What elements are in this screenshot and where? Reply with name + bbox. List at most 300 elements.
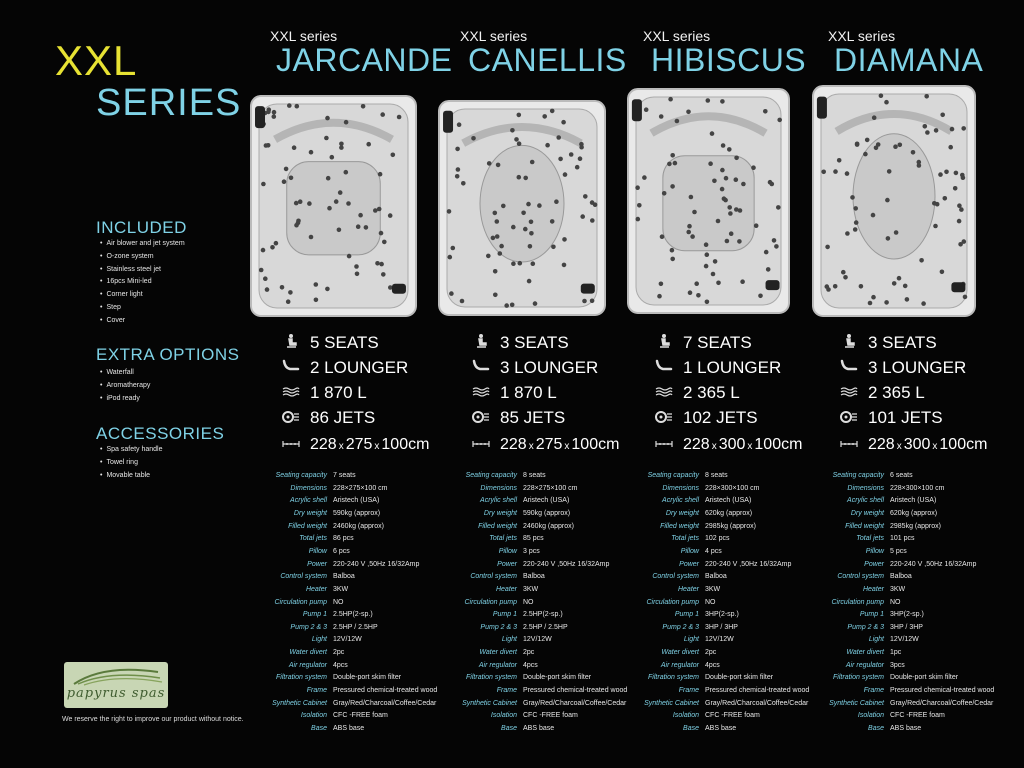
spec-table-label: Acrylic shell [480,497,517,505]
spec-table-value: 2985kg (approx) [705,522,756,530]
spec-lounger [653,355,781,380]
spec-seats [838,330,937,355]
extra-options-title: EXTRA OPTIONS [96,345,240,364]
spec-table-label: Filled weight [288,522,327,530]
spec-table-row [258,660,458,673]
spec-table-label: Water divert [479,649,517,657]
spec-table-value: 3HP / 3HP [890,623,923,631]
spec-table-value: 12V/12W [705,636,734,644]
water-volume-icon [653,385,675,401]
spec-volume [838,381,925,406]
spec-table-row [815,584,1015,597]
spec-table-row [448,647,648,660]
dimensions-icon [653,436,675,452]
lounger-icon [653,359,675,376]
dim-sep: x [711,440,717,452]
spec-table-row [815,723,1015,736]
spec-table-value: Balboa [890,573,912,581]
spec-table-row [448,597,648,610]
spec-table-label: Pump 2 & 3 [290,623,327,631]
spec-table-label: Synthetic Cabinet [829,699,884,707]
spec-table-label: Acrylic shell [662,497,699,505]
spec-table-label: Light [501,636,517,644]
spec-table-row [448,660,648,673]
water-volume-icon [838,385,860,401]
spec-table-row [258,698,458,711]
spec-table-label: Frame [863,687,884,695]
spec-table-row [448,521,648,534]
spec-table-row [630,559,830,572]
dimensions-icon [470,436,492,452]
water-volume-icon [280,385,302,401]
spec-table-row [815,546,1015,559]
spec-lounger-value: 1 LOUNGER [683,357,782,377]
spec-table-row [448,495,648,508]
spec-table-row [448,571,648,584]
spa-top-view-image [812,85,976,317]
spec-table-value: 86 pcs [333,535,354,543]
spec-table-value: 12V/12W [523,636,552,644]
spec-table-value: 102 pcs [705,535,730,543]
spec-table-value: 2.5HP(2-sp.) [333,611,373,619]
spec-table-row [630,685,830,698]
disclaimer: We reserve the right to improve our product without notice. [62,716,244,723]
seat-icon [838,333,860,352]
spec-table-value: 4pcs [523,661,538,669]
spec-lounger [280,355,408,380]
spec-table-label: Base [868,725,884,732]
spec-lounger-value: 3 LOUNGER [500,357,599,377]
spec-jets [280,406,375,431]
dim-length: 300 [718,435,746,453]
seat-icon [653,333,675,352]
spec-table-value: ABS base [333,725,365,732]
lounger-icon [838,359,860,376]
spec-table-label: Dry weight [850,509,884,517]
jets-icon [470,410,492,427]
spec-table-label: Total jets [671,535,699,543]
spec-table-row [258,559,458,572]
spec-table-row [815,634,1015,647]
spec-table-value: 3HP(2-sp.) [890,611,924,619]
spec-table-row [630,710,830,723]
spa-top-view-image [250,95,417,317]
spec-table-row [815,470,1015,483]
spec-table-value: Pressured chemical-treated wood [333,687,438,695]
spec-table-label: Pump 1 [674,611,699,619]
spec-table-label: Power [307,560,327,568]
accessories-item: • Towel ring [100,457,163,470]
spec-table-label: Total jets [856,535,884,543]
spec-table-row [630,546,830,559]
series-label: XXL series [643,28,711,44]
spec-table-row [258,672,458,685]
spec-table-value: 2pc [523,649,535,657]
spec-table-row [815,483,1015,496]
spec-table-value: 3pcs [890,661,905,669]
spec-table-value: 2pc [333,649,345,657]
spec-table-value: Gray/Red/Charcoal/Coffee/Cedar [705,699,809,707]
spec-table-label: Isolation [857,712,884,720]
spec-table-row [630,723,830,736]
spec-table-label: Power [679,560,699,568]
extra-options-list [100,367,150,405]
spec-table-label: Air regulator [478,661,517,669]
spec-lounger-value: 3 LOUNGER [868,357,967,377]
jets-icon [280,410,302,427]
spec-table-value: NO [523,598,534,606]
spec-table-label: Power [864,560,884,568]
spec-table-label: Seating capacity [647,472,699,479]
spec-table-label: Total jets [489,535,517,543]
spec-dimensions-value [310,434,429,454]
spec-table-value: 6 pcs [333,547,350,555]
water-volume-icon [470,385,492,401]
spec-table-value: 3KW [333,585,349,593]
spec-table-row [258,634,458,647]
model-name: HIBISCUS [651,42,807,78]
spec-table-row [448,584,648,597]
spec-table-row [815,698,1015,711]
dim-sep: x [528,440,534,452]
spec-table-row [448,698,648,711]
spec-table-label: Air regulator [845,661,884,669]
spec-table-value: 4pcs [705,661,720,669]
dimensions-icon [280,436,302,452]
spec-table-label: Circulation pump [464,598,517,606]
spec-dimensions [838,431,987,456]
spec-jets [838,406,943,431]
spec-table-value: CFC -FREE foam [890,712,945,720]
spec-table-label: Isolation [672,712,699,720]
spec-table-row [630,495,830,508]
spec-table-row [630,609,830,622]
spec-table-row [815,672,1015,685]
spec-table-label: Control system [652,573,699,581]
dim-width: 228 [310,435,337,453]
spec-table-row [815,647,1015,660]
spec-table-value: Aristech (USA) [523,497,570,505]
spec-table-value: Pressured chemical-treated wood [890,687,995,695]
spec-table-row [258,710,458,723]
spec-table-value: 620kg (approx) [705,509,753,517]
spec-table-label: Pillow [865,547,884,555]
spec-lounger-value: 2 LOUNGER [310,357,409,377]
spec-table-row [815,508,1015,521]
spec-jets-value: 85 JETS [500,408,566,428]
extra-item: • iPod ready [100,393,150,406]
spec-seats [470,330,569,355]
spec-table-label: Dimensions [847,484,884,492]
spec-table-label: Base [311,725,327,732]
dim-length: 275 [345,435,373,453]
spec-table-label: Seating capacity [832,472,884,479]
spec-jets-value: 102 JETS [683,408,758,428]
spec-table-row [630,698,830,711]
spec-table-value: 228×275×100 cm [333,484,388,492]
spec-table-label: Water divert [289,649,327,657]
accessories-item: • Movable table [100,470,163,483]
dim-unit: cm [966,435,988,453]
spec-table-value: Double-port skim filter [705,674,774,682]
spec-table-row [258,597,458,610]
included-item: • Stainless steel jet [100,264,185,277]
spec-table-label: Circulation pump [274,598,327,606]
spec-table-value: Gray/Red/Charcoal/Coffee/Cedar [890,699,994,707]
spec-jets [653,406,758,431]
brand-xxl: XXL [55,37,138,84]
included-title: INCLUDED [96,218,187,237]
spec-table-row [815,559,1015,572]
spec-table-row [630,597,830,610]
seat-icon [470,333,492,352]
dim-length: 275 [535,435,563,453]
spec-table-value: 2985kg (approx) [890,522,941,530]
spec-table-value: 2.5HP / 2.5HP [333,623,378,631]
spec-table-value: 101 pcs [890,535,915,543]
spec-table-value: 12V/12W [333,636,362,644]
spec-table-label: Pump 2 & 3 [847,623,884,631]
spec-volume-value: 1 870 L [310,383,367,403]
spec-table-label: Light [868,636,884,644]
spec-table-value: 3KW [523,585,539,593]
series-label: XXL series [460,28,528,44]
spec-table-value: Aristech (USA) [333,497,380,505]
spec-table-label: Seating capacity [465,472,517,479]
spec-seats-value: 3 SEATS [868,332,937,352]
spec-dimensions [280,431,429,456]
dim-height: 100 [939,435,967,453]
spec-table-value: Balboa [523,573,545,581]
spec-table-value: Aristech (USA) [890,497,937,505]
spec-table-label: Filled weight [478,522,517,530]
spec-table-row [448,559,648,572]
spec-table-label: Dry weight [665,509,699,517]
spec-table-value: 2460kg (approx) [523,522,574,530]
spec-lounger [838,355,966,380]
spec-table-label: Circulation pump [646,598,699,606]
spec-table-row [815,710,1015,723]
spec-table-row [630,533,830,546]
spec-table-row [815,660,1015,673]
spec-table-row [448,546,648,559]
spec-table-row [448,685,648,698]
spec-dimensions-value [683,434,802,454]
spec-table-row [630,483,830,496]
spec-table-label: Control system [280,573,327,581]
spec-table-label: Filtration system [833,674,884,682]
spec-table-row [815,609,1015,622]
spec-table-row [448,723,648,736]
included-list [100,238,185,328]
spec-table-value: 7 seats [333,472,356,479]
spec-table-label: Control system [837,573,884,581]
spec-table-value: 228×275×100 cm [523,484,578,492]
spec-table-row [258,470,458,483]
spec-table-value: 2.5HP(2-sp.) [523,611,563,619]
spec-table-label: Isolation [490,712,517,720]
dim-height: 100 [381,435,409,453]
spec-table-row [630,660,830,673]
spec-table-label: Filtration system [276,674,327,682]
spec-table-label: Base [683,725,699,732]
spec-table-value: 8 seats [705,472,728,479]
spa-top-view-image [627,88,790,314]
spec-table-row [258,609,458,622]
spec-table-label: Pump 2 & 3 [662,623,699,631]
spec-table-value: Pressured chemical-treated wood [705,687,810,695]
spec-table-row [815,495,1015,508]
spec-table-row [630,672,830,685]
spec-table-row [630,622,830,635]
spec-table-row [258,723,458,736]
lounger-icon [470,359,492,376]
spec-jets [470,406,565,431]
model-name: CANELLIS [468,42,627,78]
spec-table-label: Filtration system [648,674,699,682]
dim-sep: x [896,440,902,452]
spec-table-label: Circulation pump [831,598,884,606]
spec-table-value: 220-240 V ,50Hz 16/32Amp [523,560,610,568]
seat-icon [280,333,302,352]
spec-seats-value: 5 SEATS [310,332,379,352]
spec-table-value: ABS base [705,725,737,732]
model-name: JARCANDE [276,42,453,78]
spec-table-label: Dimensions [290,484,327,492]
spec-table-row [630,584,830,597]
spec-table-label: Heater [495,585,517,593]
logo-text: papyrus spas [66,686,166,701]
spec-table-label: Air regulator [660,661,699,669]
accessories-item: • Spa safety handle [100,444,163,457]
spec-table-row [448,470,648,483]
spec-table-row [258,622,458,635]
spec-table-row [258,533,458,546]
spec-table-label: Pump 2 & 3 [480,623,517,631]
dim-width: 228 [683,435,710,453]
spec-table-value: Double-port skim filter [333,674,402,682]
spec-table-value: CFC -FREE foam [705,712,760,720]
spec-table-row [815,597,1015,610]
spec-table-row [258,508,458,521]
spec-table-label: Pump 1 [492,611,517,619]
spec-table-value: CFC -FREE foam [523,712,578,720]
spec-volume-value: 2 365 L [868,383,925,403]
spec-table-row [258,685,458,698]
spec-table-value: 3HP(2-sp.) [705,611,739,619]
spec-table-row [630,634,830,647]
spec-table-value: NO [705,598,716,606]
spec-table-row [448,622,648,635]
spec-table-value: Gray/Red/Charcoal/Coffee/Cedar [523,699,627,707]
spec-table-row [815,622,1015,635]
spec-table-value: 220-240 V ,50Hz 16/32Amp [705,560,792,568]
extra-item: • Aromatherapy [100,380,150,393]
spec-seats-value: 3 SEATS [500,332,569,352]
spec-table-row [258,546,458,559]
spec-seats-value: 7 SEATS [683,332,752,352]
spec-table-label: Filled weight [660,522,699,530]
spec-table-value: Balboa [333,573,355,581]
spec-table-label: Filled weight [845,522,884,530]
spec-table-value: NO [333,598,344,606]
included-item: • Air blower and jet system [100,238,185,251]
spec-table-row [258,483,458,496]
spec-table-row [815,521,1015,534]
spec-table-value: 2460kg (approx) [333,522,384,530]
accessories-title: ACCESSORIES [96,424,225,443]
spec-table-row [448,672,648,685]
spec-table-row [258,495,458,508]
included-item: • Step [100,302,185,315]
spec-table-row [258,571,458,584]
spec-table-label: Light [683,636,699,644]
spec-table-label: Synthetic Cabinet [462,699,517,707]
dim-width: 228 [500,435,527,453]
spec-table-label: Isolation [300,712,327,720]
spec-table-value: 8 seats [523,472,546,479]
spec-dimensions [470,431,619,456]
spec-table-value: 220-240 V ,50Hz 16/32Amp [890,560,977,568]
spec-jets-value: 86 JETS [310,408,376,428]
spec-table-label: Heater [862,585,884,593]
spec-table-row [448,609,648,622]
dim-unit: cm [781,435,803,453]
spec-table-label: Frame [678,687,699,695]
spec-table-value: ABS base [890,725,922,732]
spec-table-value: 2.5HP / 2.5HP [523,623,568,631]
spec-table-label: Pillow [498,547,517,555]
spec-table-label: Seating capacity [275,472,327,479]
spec-table-value: 220-240 V ,50Hz 16/32Amp [333,560,420,568]
spec-table-value: 85 pcs [523,535,544,543]
spec-table-row [258,521,458,534]
spec-table-value: 3KW [705,585,721,593]
spec-table-value: 3 pcs [523,547,540,555]
spec-table-label: Frame [496,687,517,695]
dim-width: 228 [868,435,895,453]
extra-item: • Waterfall [100,367,150,380]
spec-table-label: Heater [677,585,699,593]
spec-table-label: Power [497,560,517,568]
spec-table-value: Double-port skim filter [890,674,959,682]
spec-table-label: Dimensions [662,484,699,492]
spec-table-value: 1pc [890,649,902,657]
spec-table-value: Double-port skim filter [523,674,592,682]
spec-table-label: Synthetic Cabinet [644,699,699,707]
dim-sep: x [564,440,570,452]
spec-lounger [470,355,598,380]
dim-height: 100 [754,435,782,453]
spec-volume-value: 2 365 L [683,383,740,403]
spec-table-label: Dry weight [293,509,327,517]
spec-table-row [815,685,1015,698]
dim-unit: cm [598,435,620,453]
spec-table-value: 590kg (approx) [523,509,571,517]
spec-table-value: 3KW [890,585,906,593]
spec-dimensions-value [500,434,619,454]
lounger-icon [280,359,302,376]
spec-table-label: Water divert [661,649,699,657]
included-item: • 16pcs Mini-led [100,276,185,289]
spec-dimensions-value [868,434,987,454]
spec-table-label: Pump 1 [302,611,327,619]
spec-table-label: Dimensions [480,484,517,492]
spec-table-row [448,508,648,521]
spec-table-label: Acrylic shell [290,497,327,505]
spec-table-value: 4pcs [333,661,348,669]
spec-table-row [630,470,830,483]
